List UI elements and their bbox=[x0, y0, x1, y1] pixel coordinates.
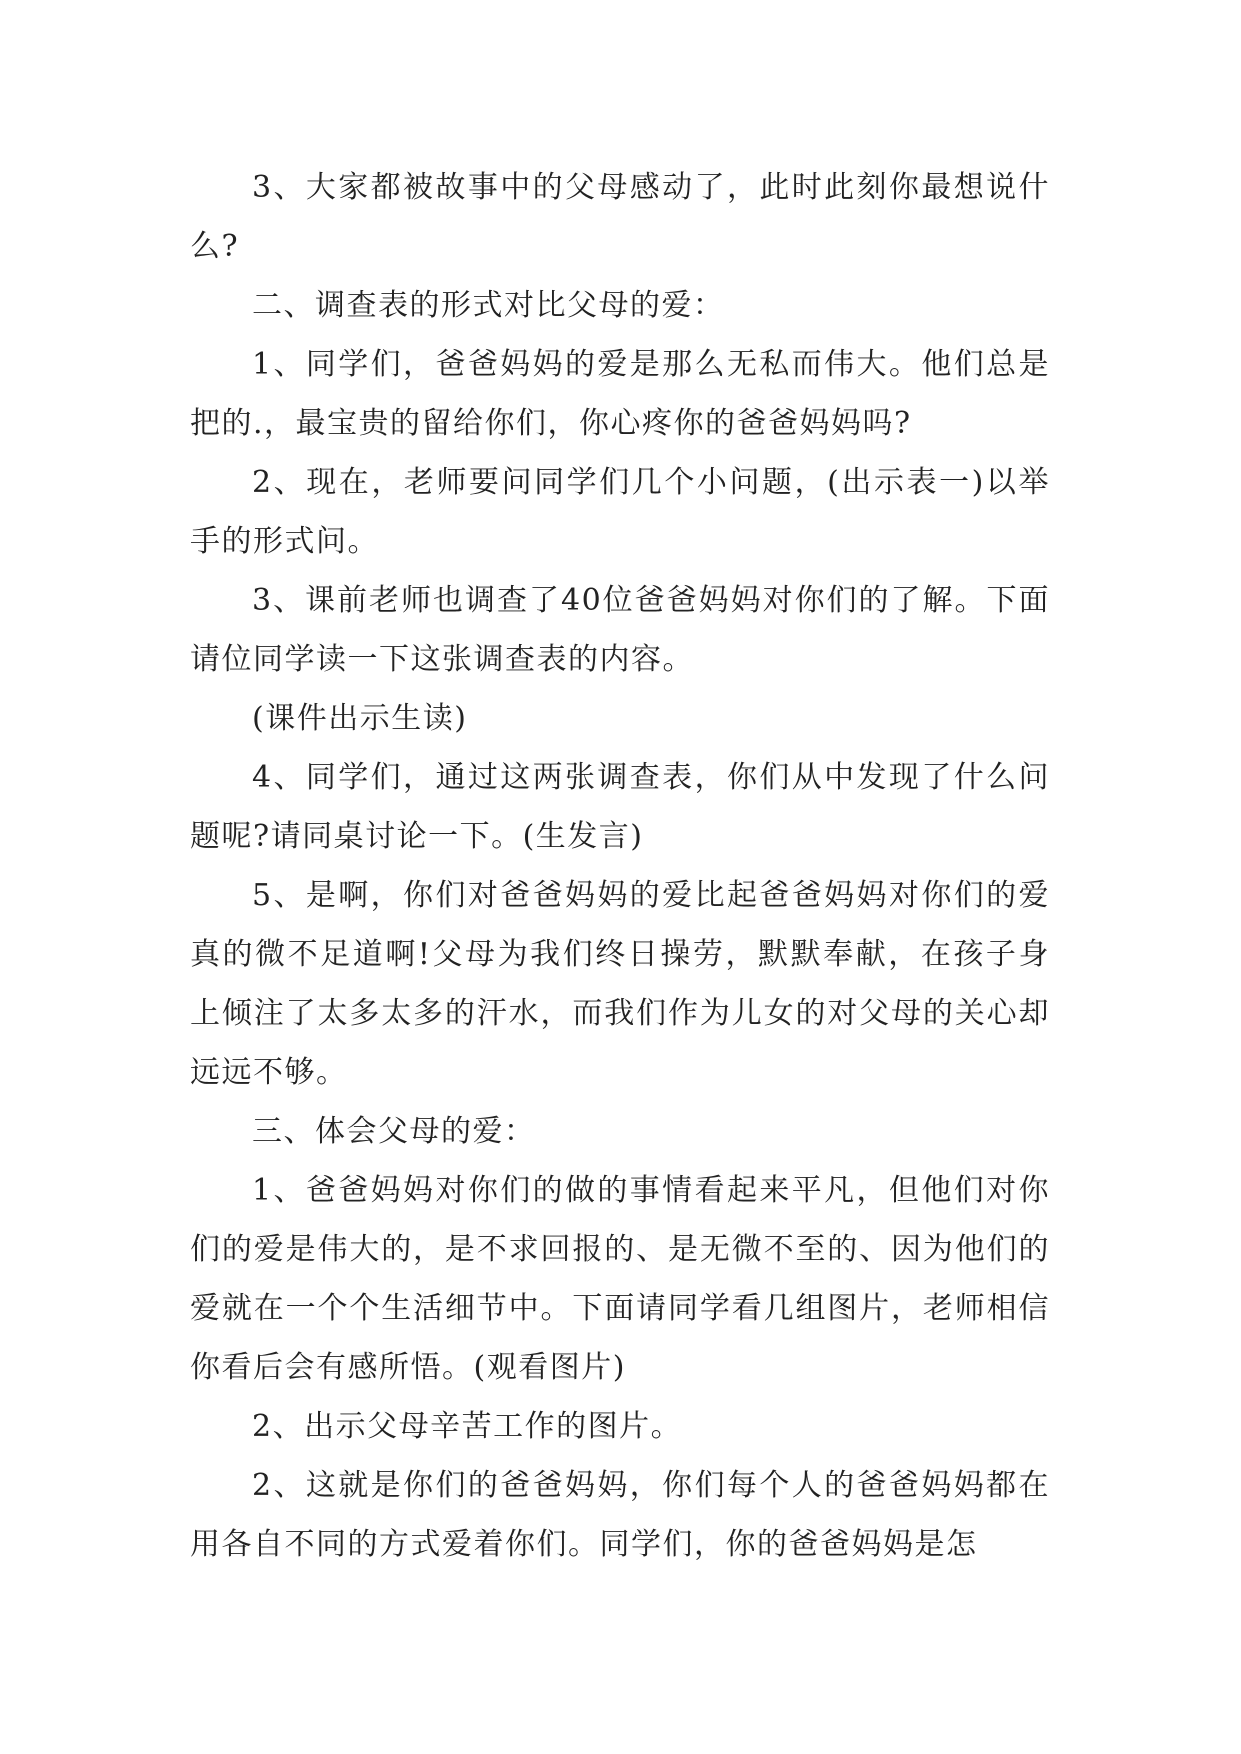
paragraph: 5、是啊，你们对爸爸妈妈的爱比起爸爸妈妈对你们的爱真的微不足道啊!父母为我们终日操劳，默默奉献，在孩子身上倾注了太多太多的汗水，而我们作为儿女的对父母的关心却远远不够。 bbox=[190, 878, 1050, 1090]
paragraph: 4、同学们，通过这两张调查表，你们从中发现了什么问题呢?请同桌讨论一下。(生发言) bbox=[190, 760, 1050, 854]
paragraph: 2、现在，老师要问同学们几个小问题，(出示表一)以举手的形式问。 bbox=[190, 465, 1050, 559]
paragraph: 3、大家都被故事中的父母感动了，此时此刻你最想说什么? bbox=[190, 170, 1050, 264]
document-body bbox=[190, 158, 1050, 1574]
paragraph: 1、同学们，爸爸妈妈的爱是那么无私而伟大。他们总是把的.，最宝贵的留给你们，你心疼你的爸爸妈妈吗? bbox=[190, 347, 1050, 441]
paragraph: 2、这就是你们的爸爸妈妈，你们每个人的爸爸妈妈都在用各自不同的方式爱着你们。同学们，你的爸爸妈妈是怎 bbox=[190, 1468, 1050, 1562]
paragraph: 2、出示父母辛苦工作的图片。 bbox=[252, 1409, 683, 1444]
section-heading: 二、调查表的形式对比父母的爱： bbox=[252, 288, 725, 323]
section-heading: 三、体会父母的爱： bbox=[252, 1114, 536, 1149]
paragraph: 3、课前老师也调查了40位爸爸妈妈对你们的了解。下面请位同学读一下这张调查表的内容。 bbox=[190, 583, 1050, 677]
paragraph: 1、爸爸妈妈对你们的做的事情看起来平凡，但他们对你们的爱是伟大的，是不求回报的、是无微不至的、因为他们的爱就在一个个生活细节中。下面请同学看几组图片，老师相信你看后会有感所悟。(观看图片) bbox=[190, 1173, 1050, 1385]
paragraph: (课件出示生读) bbox=[252, 701, 468, 736]
